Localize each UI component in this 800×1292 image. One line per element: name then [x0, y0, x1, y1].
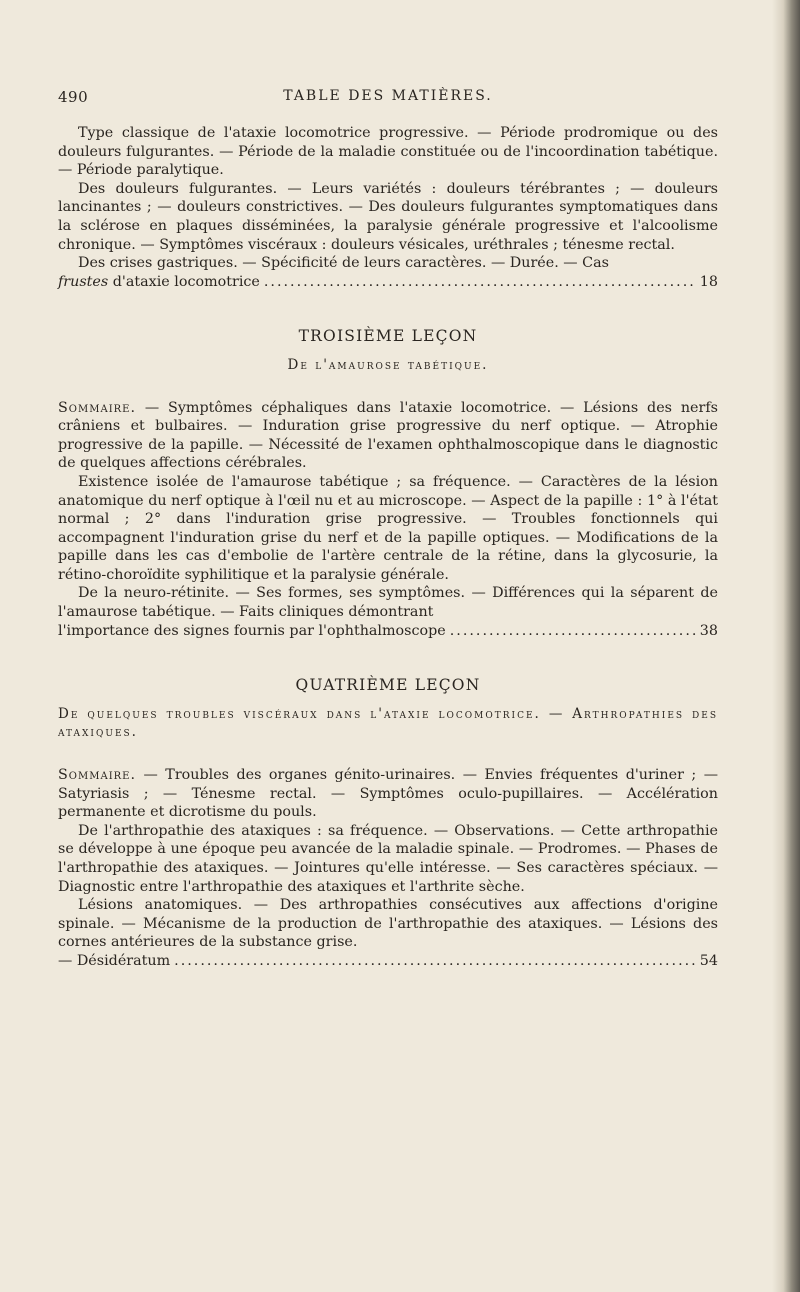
summary-text: — Troubles des organes génito-urinaires. — Envies fréquentes d'uriner ; — Satyriasis ; — Ténesme rectal. — Symptômes oculo-pupillaires. — Accélération permanente et dicrotisme du pouls.	[58, 767, 718, 821]
lesson-subtitle: De l'amaurose tabétique.	[287, 356, 489, 373]
summary-paragraph	[58, 399, 718, 473]
toc-page-ref: 38	[699, 622, 718, 639]
page-number: 490	[58, 88, 89, 106]
lesson-three	[58, 327, 718, 640]
summary-label: Sommaire.	[58, 767, 137, 784]
toc-page-ref: 18	[699, 273, 718, 290]
summary-label: Sommaire.	[58, 399, 137, 416]
table-of-contents-body	[58, 124, 718, 971]
page-edge-shadow	[772, 0, 800, 1292]
running-title: TABLE DES MATIÈRES.	[283, 88, 493, 104]
toc-entry-line-end	[58, 273, 718, 292]
lesson-title: QUATRIÈME LEÇON	[295, 676, 481, 695]
toc-paragraph: De l'arthropathie des ataxiques : sa fréquence. — Observations. — Cette arthropathie se développe à une époque peu avancée de la maladie spinale. — Prodromes. — Phases de l'arthropathie des ataxiques. — Jointures qu'elle intéresse. — Ses caractères spéciaux. — Diagnostic entre l'arthropathie des ataxiques et l'arthrite sèche.	[58, 822, 718, 895]
italic-word: frustes	[58, 273, 109, 290]
page-header	[58, 88, 718, 110]
summary-text: — Symptômes céphaliques dans l'ataxie locomotrice. — Lésions des nerfs crâniens et bulbaires. — Induration grise progressive du nerf optique. — Atrophie progressive de la papille. — Nécessité de l'examen ophthalmoscopique dans le diagnostic de quelques affections cérébrales.	[58, 399, 718, 472]
toc-entry-text-end: l'importance des signes fournis par l'ophthalmoscope	[58, 622, 446, 639]
toc-entry-text-tail: d'ataxie locomotrice	[108, 273, 260, 290]
lesson-four	[58, 676, 718, 970]
toc-paragraph: De la neuro-rétinite. — Ses formes, ses symptômes. — Différences qui la séparent de l'amaurose tabétique. — Faits cliniques démontrant	[58, 585, 718, 621]
toc-paragraph: Type classique de l'ataxie locomotrice progressive. — Période prodromique ou des douleurs fulgurantes. — Période de la maladie constituée ou de l'incoordination tabétique. — Période paralytique.	[58, 125, 718, 179]
toc-entry-text: Des crises gastriques. — Spécificité de leurs caractères. — Durée. — Cas	[78, 255, 609, 272]
toc-entry-text-end: — Désidératum	[58, 952, 171, 969]
leader-dots	[450, 622, 696, 641]
toc-entry-line	[58, 254, 718, 273]
toc-entry-text-end	[58, 273, 260, 292]
section-continued	[58, 124, 718, 291]
toc-paragraph: Des douleurs fulgurantes. — Leurs variétés : douleurs térébrantes ; — douleurs lancinantes ; — douleurs constrictives. — Des douleurs fulgurantes symptomatiques dans la sclérose en plaques disséminées, la paralysie générale progressive et l'alcoolisme chronique. — Symptômes viscéraux : douleurs vésicales, uréthrales ; ténesme rectal.	[58, 180, 718, 253]
lesson-subtitle: De quelques troubles viscéraux dans l'ataxie locomotrice. — Arthropathies des ataxiques.	[58, 705, 718, 741]
toc-entry-line-end	[58, 952, 718, 971]
toc-page-ref: 54	[699, 952, 718, 969]
leader-dots	[264, 273, 696, 292]
summary-paragraph	[58, 766, 718, 822]
leader-dots	[174, 952, 696, 971]
lesson-title: TROISIÈME LEÇON	[298, 327, 478, 346]
toc-paragraph: Lésions anatomiques. — Des arthropathies consécutives aux affections d'origine spinale. — Mécanisme de la production de l'arthropathie des ataxiques. — Lésions des cornes antérieures de la substance grise.	[58, 897, 718, 951]
toc-entry-line-end	[58, 622, 718, 641]
toc-paragraph: Existence isolée de l'amaurose tabétique ; sa fréquence. — Caractères de la lésion anatomique du nerf optique à l'œil nu et au microscope. — Aspect de la papille : 1° à l'état normal ; 2° dans l'induration grise progressive. — Troubles fonctionnels qui accompagnent l'induration grise du nerf et de la papille optiques. — Modifications de la papille dans les cas d'embolie de l'artère centrale de la rétine, dans la glycosurie, la rétino-choroïdite syphilitique et la paralysie générale.	[58, 473, 718, 583]
